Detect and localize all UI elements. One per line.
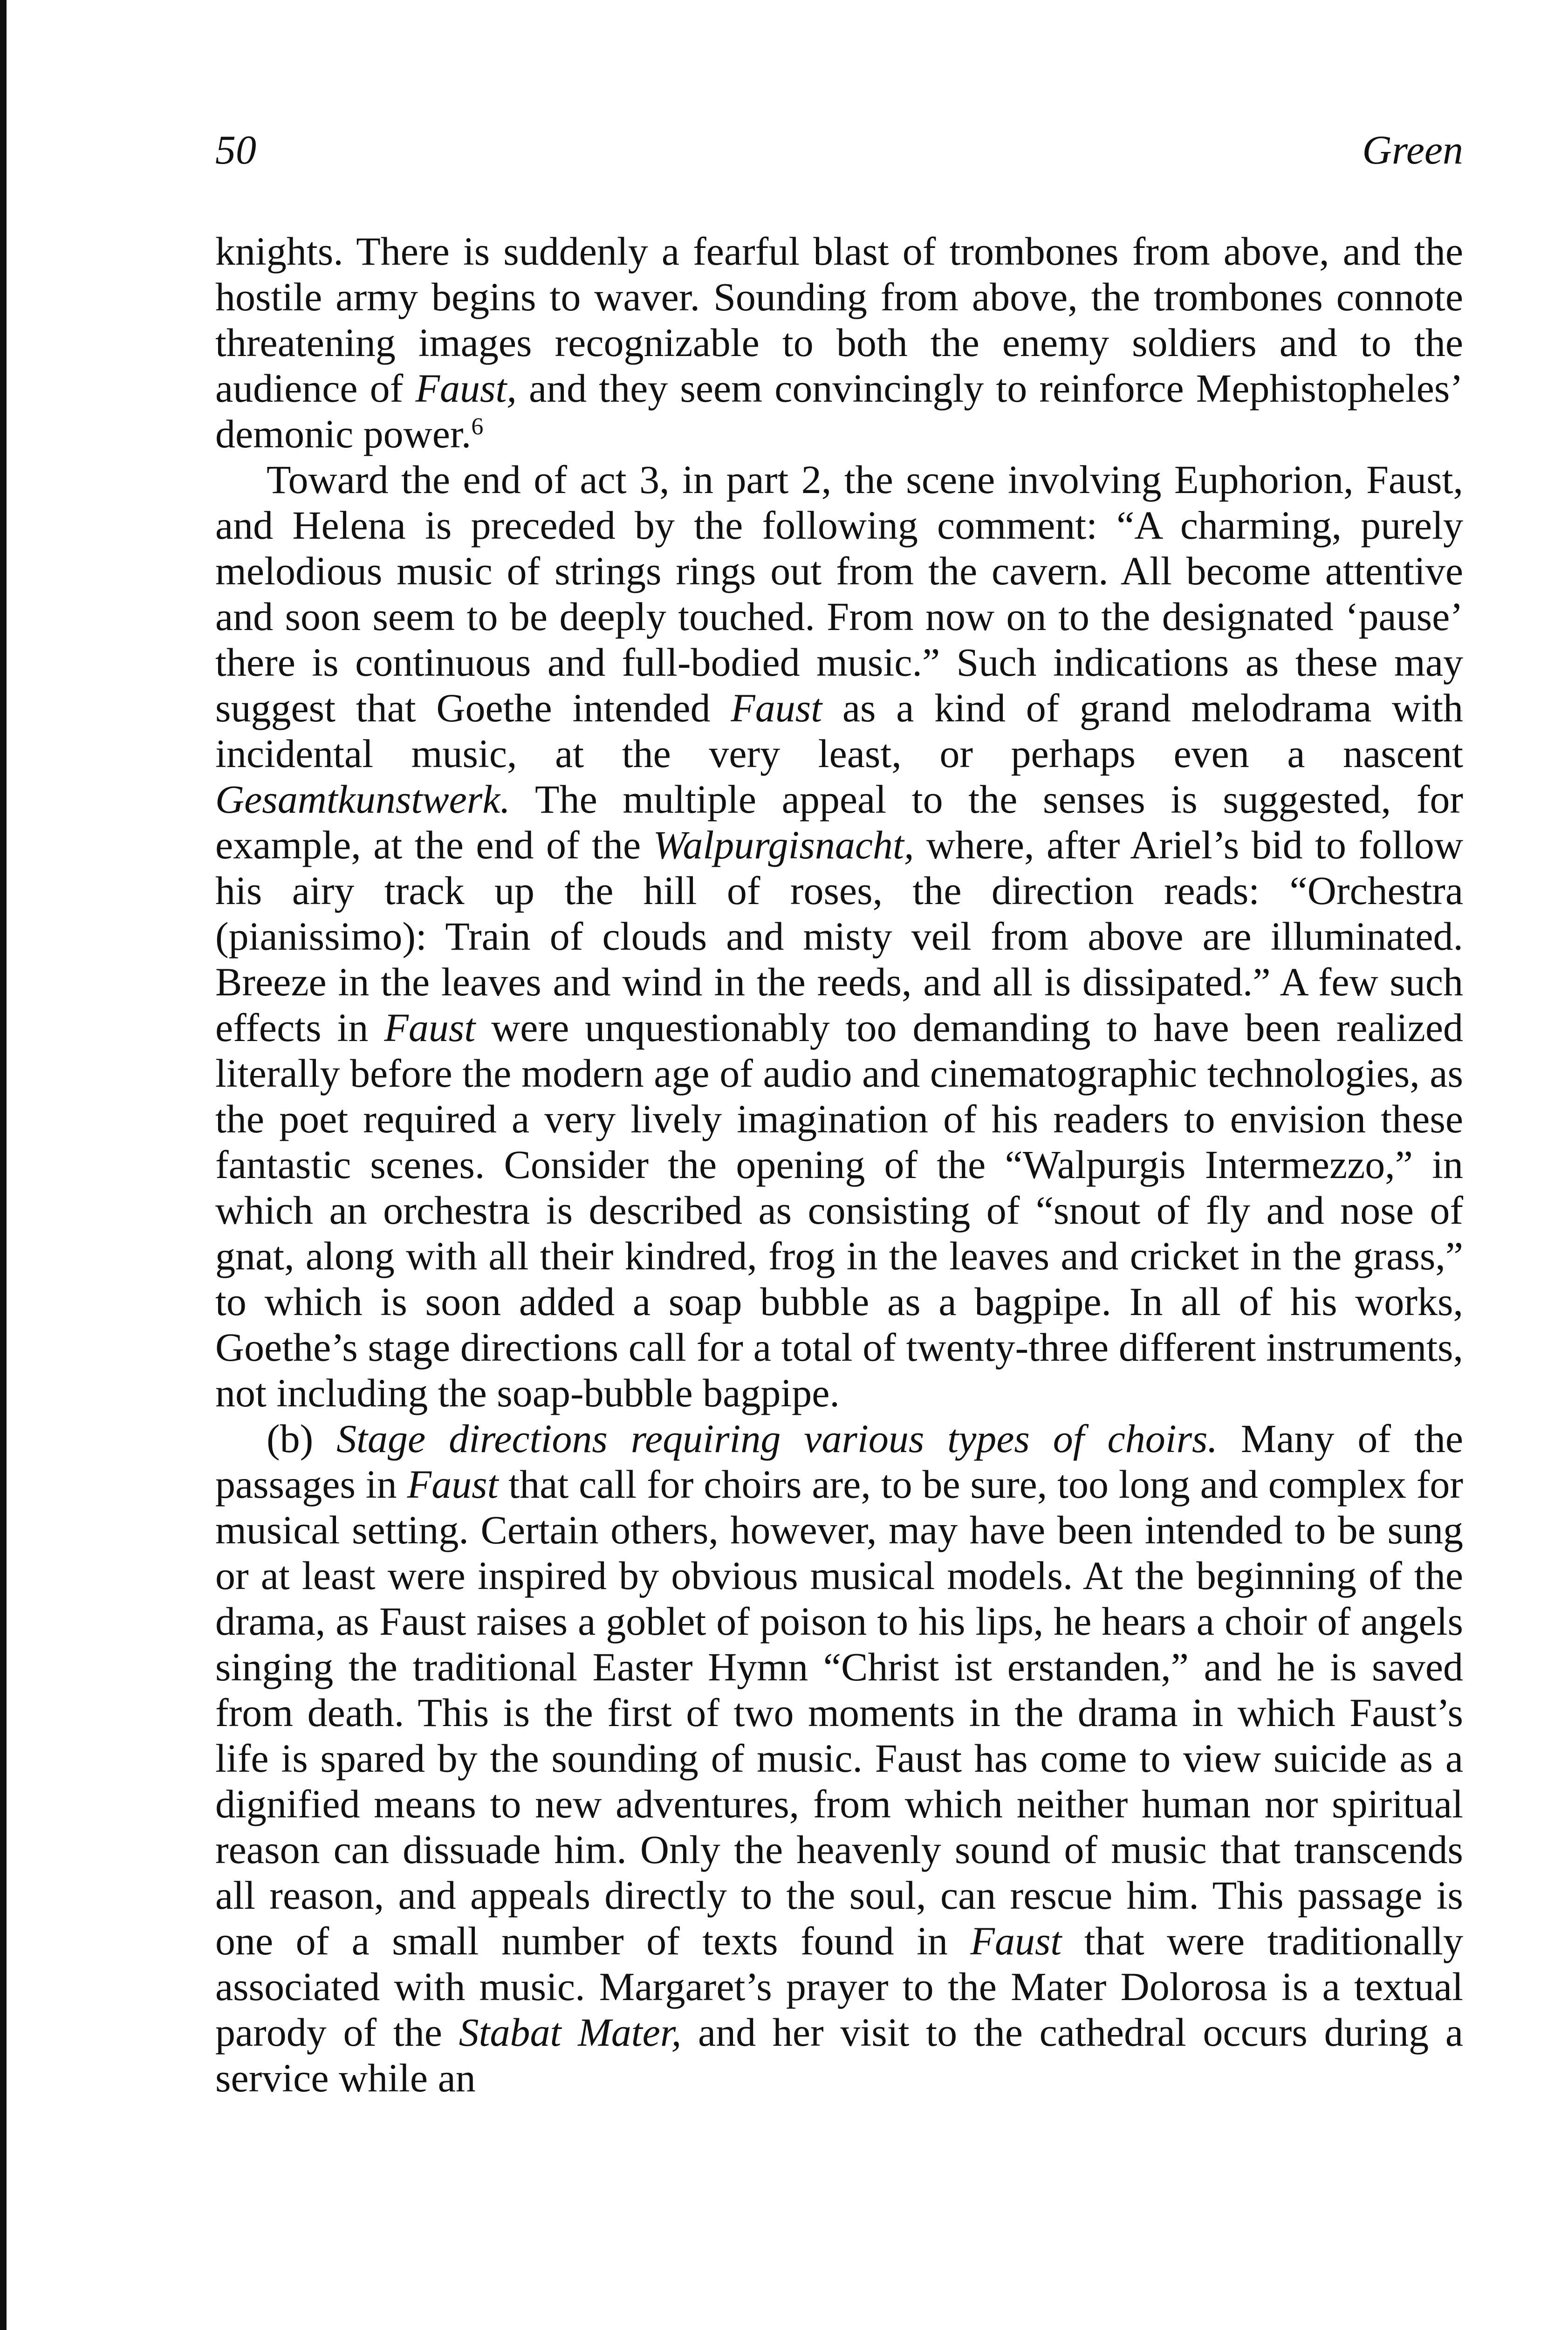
italic-title: Stabat Mater, [459,2010,682,2055]
text-span: Many of the passages in [215,1416,1463,1507]
paragraph-1 [215,228,1463,457]
text-span: that call for choirs are, to be sure, too long and complex for musical setting. Certain others, however, may have been intended to be sung or at least were inspired by obvious musical models. At the beginning of the drama, as Faust raises a goblet of poison to his lips, he hears a choir of angels singing the traditional Easter Hymn “Christ ist erstanden,” and he is saved from death. This is the first of two moments in the drama in which Faust’s life is spared by the sounding of music. Faust has come to view suicide as a dignified means to new adventures, from which neither human nor spiritual reason can dissuade him. Only the heavenly sound of music that transcends all reason, and appeals directly to the soul, can rescue him. This passage is one of a small number of texts found in [215,1462,1463,1963]
text-span: were unquestionably too demanding to have been realized literally before the modern age of audio and cinematographic technologies, as the poet required a very lively imagination of his readers to envision these fantastic scenes. Consider the opening of the “Walpurgis Intermezzo,” in which an orchestra is described as consisting of “snout of fly and nose of gnat, along with all their kindred, frog in the leaves and cricket in the grass,” to which is soon added a soap bubble as a bagpipe. In all of his works, Goethe’s stage directions call for a total of twenty-three different instruments, not including the soap-bubble bagpipe. [215,1005,1463,1415]
italic-title: Faust [731,685,822,730]
italic-title: Faust, [415,366,517,411]
paragraph-3 [215,1416,1463,2101]
running-title: Green [1362,128,1463,173]
text-span: as a kind of grand melodrama with incidental music, at the very least, or perhaps even a nascent [215,685,1463,776]
footnote-marker: 6 [471,413,484,440]
text-span: The multiple appeal to the senses is suggested, for example, at the end of the [215,777,1463,867]
body-text [215,228,1463,2101]
italic-title: Faust [970,1919,1062,1963]
scan-edge-left [0,0,7,2330]
text-span: and they seem convincingly to reinforce Mephistopheles’ demonic power. [215,366,1463,456]
text-span: knights. There is suddenly a fearful blast of trombones from above, and the hostile army begins to waver. Sounding from above, the trombones connote threatening images recognizable to both the enemy soldiers and to the audience of [215,229,1463,411]
italic-title: Faust [407,1462,499,1507]
italic-title: Faust [384,1005,476,1050]
page-number: 50 [215,128,256,173]
running-head [215,125,1463,176]
paragraph-2 [215,457,1463,1416]
text-span: where, after Ariel’s bid to follow his airy track up the hill of roses, the direction reads: “Orchestra (pianissimo): Train of clouds and misty veil from above are illuminated. Breeze in the leaves and wind in the reeds, and all is dissipated.” A few such effects in [215,822,1463,1050]
text-span: and her visit to the cathedral occurs during a service while an [215,2010,1463,2100]
italic-title: Walpurgisnacht, [653,822,914,867]
italic-heading: Stage directions requiring various types of choirs. [336,1416,1218,1461]
text-span: Toward the end of act 3, in part 2, the scene involving Euphorion, Faust, and Helena is preceded by the following comment: “A charming, purely melodious music of strings rings out from the cavern. All become attentive and soon seem to be deeply touched. From now on to the designated ‘pause’ there is continuous and full-bodied music.” Such indications as these may suggest that Goethe intended [215,457,1463,730]
text-span: that were traditionally associated with music. Margaret’s prayer to the Mater Dolorosa is a textual parody of the [215,1919,1463,2055]
text-span: (b) [267,1416,337,1461]
italic-term: Gesamtkunstwerk. [215,777,510,822]
